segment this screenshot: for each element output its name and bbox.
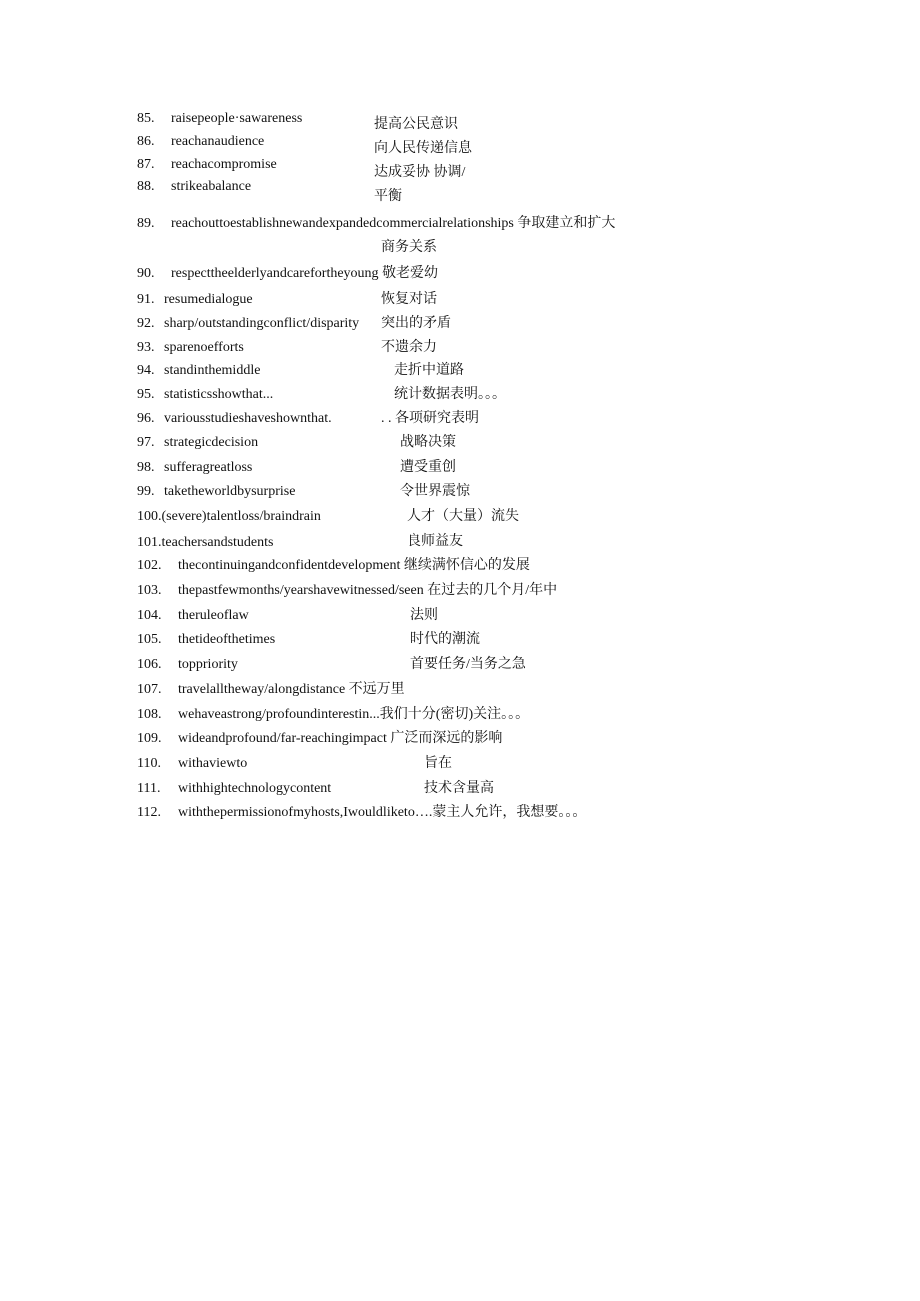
translation: 走折中道路 <box>394 363 464 378</box>
list-item: 100.(severe)talentloss/braindrain <box>137 509 321 524</box>
translation: 恢复对话 <box>381 292 437 307</box>
list-item: 112. withthepermissionofmyhosts,Iwouldliketo….蒙主人允许，我想要。。。 <box>137 805 587 820</box>
translation: . . 各项研究表明 <box>381 411 479 426</box>
list-item: 99. taketheworldbysurprise <box>137 484 296 499</box>
list-item: 88. strikeabalance <box>137 179 252 194</box>
translation: 平衡 <box>374 189 402 204</box>
translation: 不远万里 <box>348 682 405 697</box>
translation: 令世界震惊 <box>400 484 470 499</box>
list-item: 86. reachanaudience <box>137 134 265 149</box>
list-item: 110. withaviewto <box>137 756 248 771</box>
translation: 我们十分(密切)关注。。。 <box>379 707 530 722</box>
list-item: 106. toppriority <box>137 657 238 672</box>
translation: 良师益友 <box>407 534 463 549</box>
list-item: 94. standinthemiddle <box>137 363 261 378</box>
list-item: 92. sharp/outstandingconflict/disparity <box>137 316 360 331</box>
list-item: 109. wideandprofound/far-reachingimpact 广泛而深远的影响 <box>137 731 503 746</box>
translation-continued: 商务关系 <box>381 240 437 255</box>
translation: 在过去的几个月/年中 <box>427 583 558 598</box>
translation: 突出的矛盾 <box>381 316 451 331</box>
translation: 法则 <box>410 608 438 623</box>
translation: 向人民传递信息 <box>374 141 472 156</box>
translation: 广泛而深远的影响 <box>390 731 503 746</box>
translation: 旨在 <box>424 756 452 771</box>
translation: 敬老爱幼 <box>382 266 439 281</box>
translation: 蒙主人允许，我想要。。。 <box>432 805 587 820</box>
list-item: 104. theruleoflaw <box>137 608 249 623</box>
list-item: 103. thepastfewmonths/yearshavewitnessed/seen 在过去的几个月/年中 <box>137 583 558 598</box>
translation: 不遗余力 <box>381 340 437 355</box>
list-item: 93. sparenoefforts <box>137 340 244 355</box>
translation: 统计数据表明。。。 <box>394 387 506 402</box>
list-item: 97. strategicdecision <box>137 435 259 450</box>
list-item: 105. thetideofthetimes <box>137 632 276 647</box>
list-item: 90. respecttheelderlyandcarefortheyoung 敬老爱幼 <box>137 266 439 281</box>
translation: 首要任务/当务之急 <box>410 657 526 672</box>
list-item: 96. variousstudieshaveshownthat. <box>137 411 332 426</box>
translation: 时代的潮流 <box>410 632 480 647</box>
list-item: 102. thecontinuingandconfidentdevelopment 继续满怀信心的发展 <box>137 558 530 573</box>
translation: 技术含量高 <box>424 781 494 796</box>
translation: 遭受重创 <box>400 460 456 475</box>
list-item: 89. reachouttoestablishnewandexpandedcommercialrelationships 争取建立和扩大 <box>137 216 616 231</box>
list-item: 108. wehaveastrong/profoundinterestin...我们十分(密切)关注。。。 <box>137 707 530 722</box>
list-item: 98. sufferagreatloss <box>137 460 253 475</box>
list-item: 91. resumedialogue <box>137 292 253 307</box>
translation: 战略决策 <box>400 435 456 450</box>
translation: 继续满怀信心的发展 <box>403 558 530 573</box>
list-item: 95. statisticsshowthat... <box>137 387 274 402</box>
translation: 提高公民意识 <box>374 117 458 132</box>
translation: 争取建立和扩大 <box>517 216 616 231</box>
list-item: 101.teachersandstudents <box>137 535 274 550</box>
translation: 人才（大量）流失 <box>407 509 519 524</box>
list-item: 85. raisepeople·sawareness <box>137 111 303 126</box>
list-item: 107. travelalltheway/alongdistance 不远万里 <box>137 682 405 697</box>
translation: 达成妥协 协调/ <box>374 165 466 180</box>
list-item: 87. reachacompromise <box>137 157 277 172</box>
list-item: 111. withhightechnologycontent <box>137 781 332 796</box>
